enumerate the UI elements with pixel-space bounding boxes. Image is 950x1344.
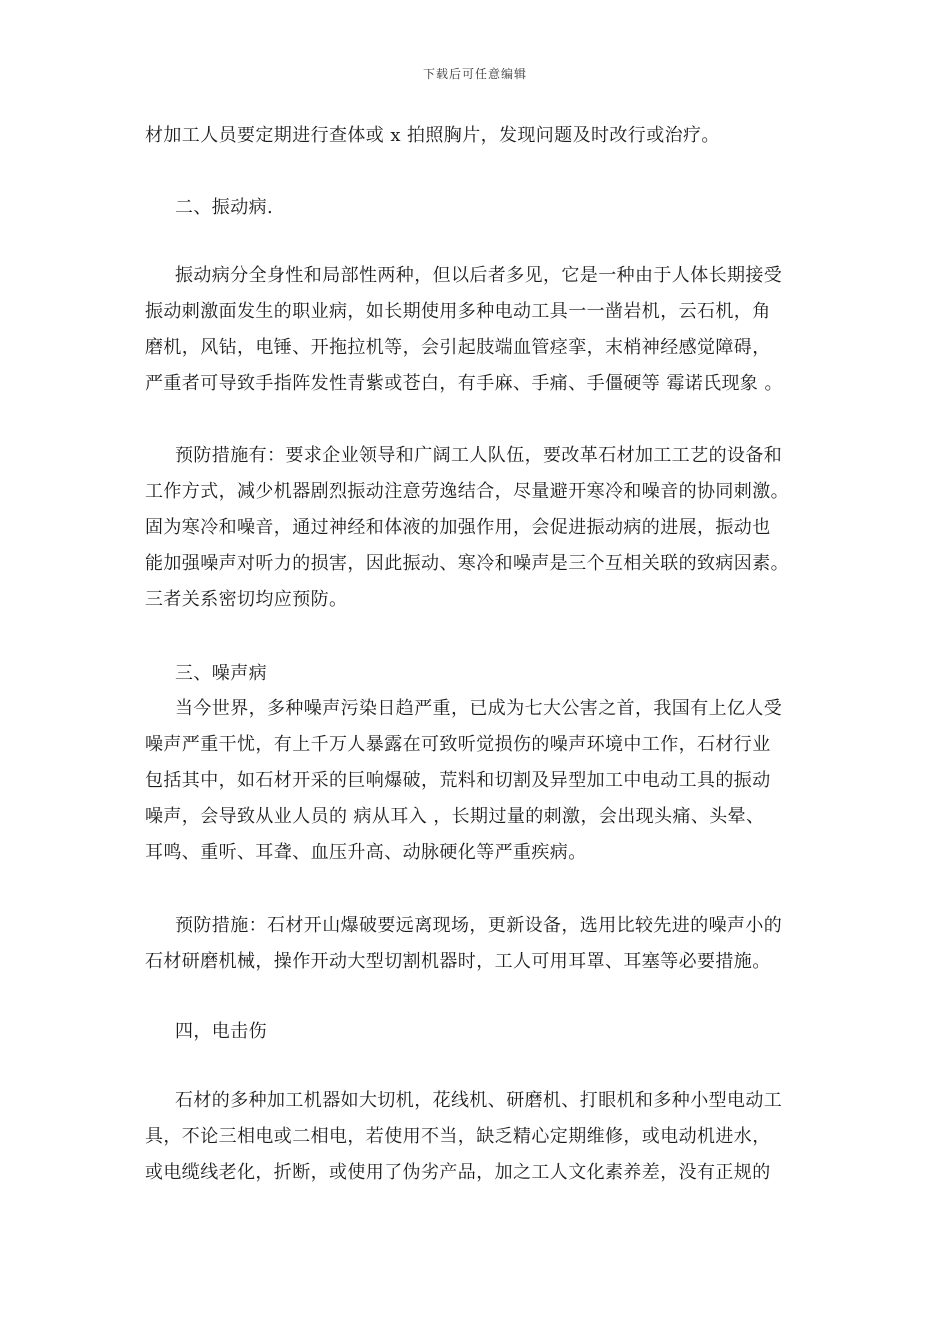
heading-text: 二、振动病. (175, 197, 274, 218)
text-line: 预防措施：石材开山爆破要远离现场，更新设备，选用比较先进的噪声小的 (175, 915, 783, 936)
text-line: 耳鸣、重听、耳聋、血压升高、动脉硬化等严重疾病。 (145, 842, 587, 863)
paragraph-vibration-prevention (145, 438, 825, 618)
section-heading-noise (145, 656, 825, 692)
text-line: 能加强噪声对听力的损害，因此振动、寒冷和噪声是三个互相关联的致病因素。 (145, 553, 789, 574)
text-line: 材加工人员要定期进行查体或 x 拍照胸片，发现问题及时改行或治疗。 (145, 125, 720, 146)
text-line: 具，不论三相电或二相电，若使用不当，缺乏精心定期维修，或电动机进水， (145, 1126, 771, 1147)
text-line: 预防措施有：要求企业领导和广阔工人队伍，要改革石材加工工艺的设备和 (175, 445, 783, 466)
text-line: 噪声，会导致从业人员的 病从耳入 ，长期过量的刺激，会出现头痛、头晕、 (145, 806, 765, 827)
text-line: 工作方式，减少机器剧烈振动注意劳逸结合，尽量避开寒冷和噪音的协同刺激。 (145, 481, 789, 502)
text-line: 噪声严重干忧，有上千万人暴露在可致听觉损伤的噪声环境中工作，石材行业 (145, 734, 771, 755)
text-line: 固为寒冷和噪音，通过神经和体液的加强作用，会促进振动病的进展，振动也 (145, 517, 771, 538)
text-line: 石材的多种加工机器如大切机，花线机、研磨机、打眼机和多种小型电动工 (175, 1090, 783, 1111)
paragraph-noise-prevention (145, 908, 825, 980)
page-header-note: 下载后可任意编辑 (422, 67, 527, 81)
text-line: 振动病分全身性和局部性两种，但以后者多见，它是一种由于人体长期接受 (175, 265, 783, 286)
text-line: 石材研磨机械，操作开动大型切割机器时，工人可用耳罩、耳塞等必要措施。 (145, 951, 771, 972)
heading-text: 四，电击伤 (175, 1021, 267, 1042)
text-line: 严重者可导致手指阵发性青紫或苍白，有手麻、手痛、手僵硬等 霉诺氏现象 。 (145, 373, 783, 394)
heading-text: 三、噪声病 (175, 663, 267, 684)
paragraph-noise-desc (145, 691, 825, 871)
paragraph-silicosis-tail (145, 118, 825, 154)
paragraph-electric-shock-desc (145, 1083, 825, 1191)
paragraph-vibration-desc (145, 258, 825, 402)
section-heading-electric-shock (145, 1014, 825, 1050)
text-line: 振动刺激面发生的职业病，如长期使用多种电动工具一一凿岩机，云石机，角 (145, 301, 771, 322)
text-line: 磨机，风钻，电锤、开拖拉机等，会引起肢端血管痉挛，末梢神经感觉障碍， (145, 337, 771, 358)
text-line: 三者关系密切均应预防。 (145, 589, 348, 610)
text-line: 当今世界，多种噪声污染日趋严重，已成为七大公害之首，我国有上亿人受 (175, 698, 783, 719)
text-line: 或电缆线老化，折断，或使用了伪劣产品，加之工人文化素养差，没有正规的 (145, 1162, 771, 1183)
section-heading-vibration (145, 190, 825, 226)
text-line: 包括其中，如石材开采的巨响爆破，荒料和切割及异型加工中电动工具的振动 (145, 770, 771, 791)
